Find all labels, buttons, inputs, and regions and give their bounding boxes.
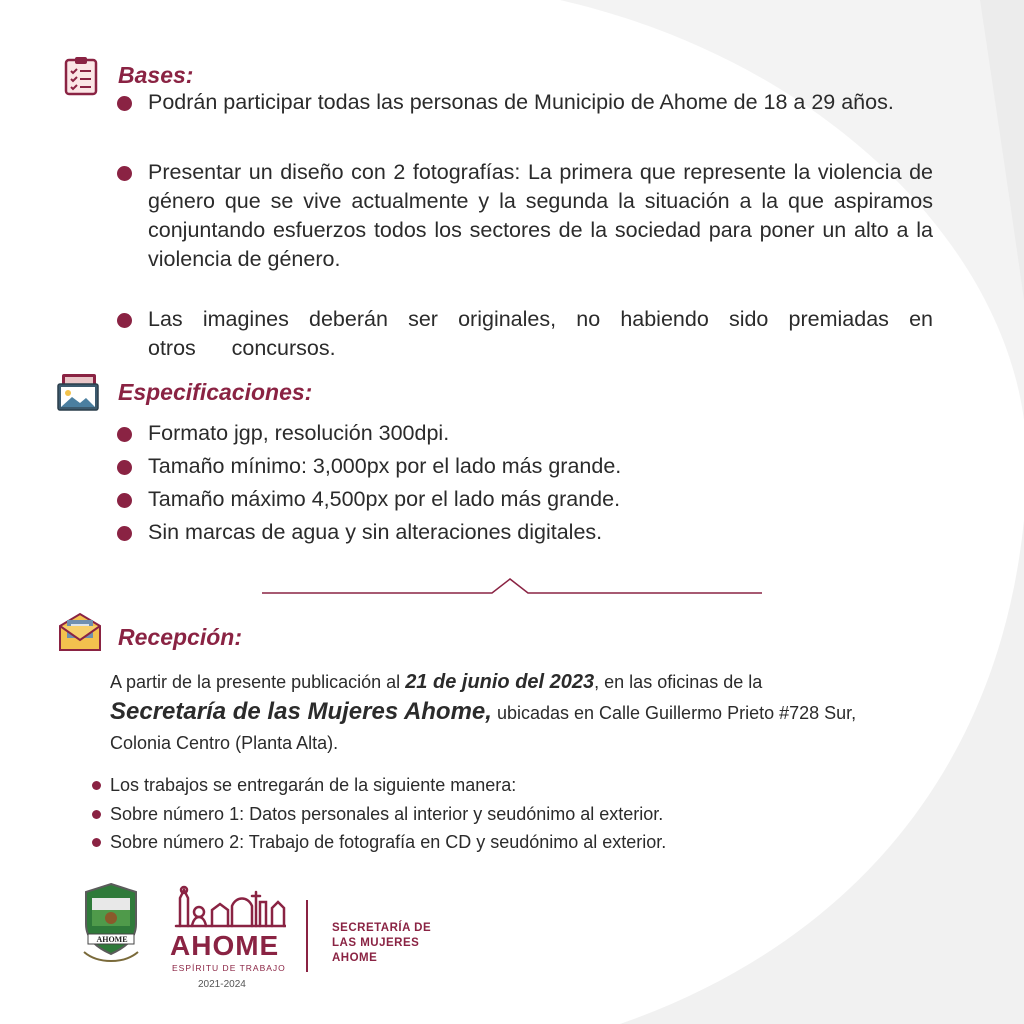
secretaria-logo-text: SECRETARÍA DE LAS MUJERES AHOME [332, 922, 432, 964]
recepcion-paragraph: A partir de la presente publicación al 21 de junio del 2023, en las oficinas de la Secretaría de las Mujeres Ahome, ubicadas en Calle Guillermo Prieto #728 Sur, Colonia Centro (Planta Alta). [110, 671, 857, 753]
list-item: Formato jgp, resolución 300dpi. [115, 419, 933, 448]
list-item: Sin marcas de agua y sin alteraciones digitales. [115, 518, 933, 547]
list-item: Sobre número 1: Datos personales al interior y seudónimo al exterior. [92, 800, 666, 829]
list-item: Los trabajos se entregarán de la siguiente manera: [92, 771, 666, 800]
bullet-dot [92, 810, 101, 819]
bullet-dot [117, 493, 132, 508]
bullet-dot [117, 96, 132, 111]
bullet-dot [92, 781, 101, 790]
bullet-dot [117, 460, 132, 475]
bullet-dot [117, 166, 132, 181]
bases-list-3 [115, 305, 933, 363]
clipboard-checklist-icon [64, 56, 98, 96]
municipal-shield-logo [78, 882, 144, 966]
bullet-dot [117, 313, 132, 328]
photos-icon [56, 372, 102, 412]
ahome-logo-tagline: ESPÍRITU DE TRABAJO [172, 963, 286, 973]
bases-list-2 [115, 158, 933, 274]
secretaria-name: Secretaría de las Mujeres Ahome, [110, 698, 492, 725]
deadline-date: 21 de junio del 2023 [405, 671, 595, 693]
footer-divider [306, 900, 308, 972]
section-divider [262, 574, 762, 598]
ahome-logo-years: 2021-2024 [198, 979, 246, 990]
bullet-dot [92, 838, 101, 847]
list-item: Tamaño mínimo: 3,000px por el lado más grande. [115, 452, 933, 481]
list-item: Sobre número 2: Trabajo de fotografía en CD y seudónimo al exterior. [92, 828, 666, 857]
especificaciones-title: Especificaciones: [118, 379, 313, 405]
bases-title: Bases: [118, 62, 194, 88]
list-item: Presentar un diseño con 2 fotografías: La primera que represente la violencia de género que se vive actualmente y la segunda la situación a la que aspiramos conjuntando esfuerzos todos los sectores de la sociedad para poner un alto a la violencia de género. [115, 158, 933, 274]
recepcion-title: Recepción: [118, 624, 242, 650]
bases-list [115, 88, 933, 117]
bullet-dot [117, 427, 132, 442]
envelope-icon [58, 612, 102, 652]
especificaciones-list [115, 419, 933, 547]
recepcion-list [92, 771, 666, 857]
ahome-logo-name: AHOME [170, 930, 280, 961]
bullet-dot [117, 526, 132, 541]
list-item: Podrán participar todas las personas de Municipio de Ahome de 18 a 29 años. [115, 88, 933, 117]
ahome-skyline-logo [174, 884, 286, 930]
shield-label: AHOME [96, 935, 128, 944]
list-item: Tamaño máximo 4,500px por el lado más grande. [115, 485, 933, 514]
list-item: Las imagines deberán ser originales, no habiendo sido premiadas en otros concursos. [115, 305, 933, 363]
